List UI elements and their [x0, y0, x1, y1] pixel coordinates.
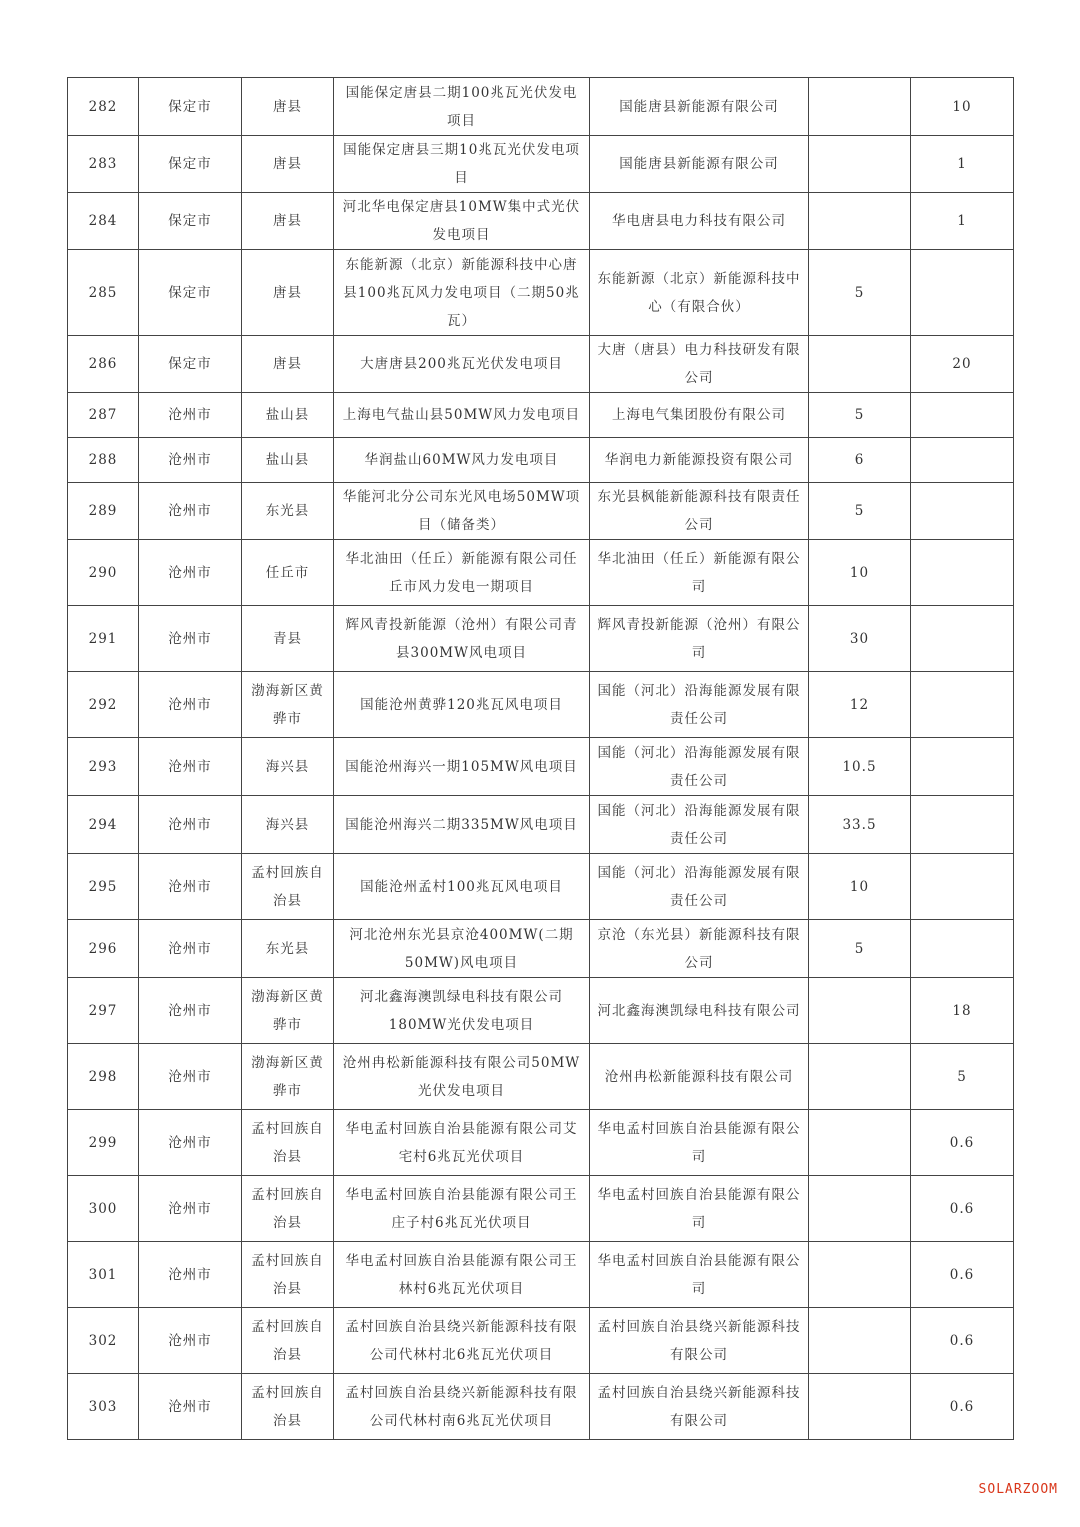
wind-capacity-cell: 30 — [809, 606, 911, 672]
company-name-cell: 孟村回族自治县绕兴新能源科技有限公司 — [590, 1308, 809, 1374]
table-row — [68, 1176, 1014, 1242]
wind-capacity-cell: 5 — [809, 483, 911, 540]
row-number-cell: 290 — [68, 540, 139, 606]
table-row — [68, 1242, 1014, 1308]
wind-capacity-cell: 5 — [809, 393, 911, 438]
table-row — [68, 193, 1014, 250]
city-cell: 沧州市 — [139, 1374, 242, 1440]
city-cell: 沧州市 — [139, 540, 242, 606]
row-number-cell: 303 — [68, 1374, 139, 1440]
project-table — [67, 77, 1014, 1440]
company-name-cell: 国能（河北）沿海能源发展有限责任公司 — [590, 738, 809, 796]
city-cell: 沧州市 — [139, 978, 242, 1044]
project-name-cell: 沧州冉松新能源科技有限公司50MW光伏发电项目 — [334, 1044, 590, 1110]
wind-capacity-cell: 10 — [809, 854, 911, 920]
city-cell: 保定市 — [139, 136, 242, 193]
county-cell: 孟村回族自治县 — [242, 854, 334, 920]
company-name-cell: 辉风青投新能源（沧州）有限公司 — [590, 606, 809, 672]
project-name-cell: 大唐唐县200兆瓦光伏发电项目 — [334, 336, 590, 393]
project-name-cell: 国能保定唐县二期100兆瓦光伏发电项目 — [334, 78, 590, 136]
solar-capacity-cell — [911, 438, 1014, 483]
county-cell: 渤海新区黄骅市 — [242, 1044, 334, 1110]
city-cell: 沧州市 — [139, 1308, 242, 1374]
county-cell: 东光县 — [242, 920, 334, 978]
county-cell: 盐山县 — [242, 393, 334, 438]
county-cell: 渤海新区黄骅市 — [242, 978, 334, 1044]
county-cell: 东光县 — [242, 483, 334, 540]
row-number-cell: 294 — [68, 796, 139, 854]
table-row — [68, 738, 1014, 796]
wind-capacity-cell: 5 — [809, 920, 911, 978]
wind-capacity-cell — [809, 1044, 911, 1110]
project-name-cell: 国能沧州海兴二期335MW风电项目 — [334, 796, 590, 854]
wind-capacity-cell: 33.5 — [809, 796, 911, 854]
city-cell: 沧州市 — [139, 606, 242, 672]
county-cell: 青县 — [242, 606, 334, 672]
wind-capacity-cell — [809, 1110, 911, 1176]
company-name-cell: 沧州冉松新能源科技有限公司 — [590, 1044, 809, 1110]
table-row — [68, 606, 1014, 672]
wind-capacity-cell — [809, 978, 911, 1044]
table-row — [68, 1110, 1014, 1176]
wind-capacity-cell: 10.5 — [809, 738, 911, 796]
company-name-cell: 京沧（东光县）新能源科技有限公司 — [590, 920, 809, 978]
wind-capacity-cell — [809, 1308, 911, 1374]
county-cell: 唐县 — [242, 250, 334, 336]
table-row — [68, 336, 1014, 393]
county-cell: 孟村回族自治县 — [242, 1176, 334, 1242]
project-name-cell: 孟村回族自治县绕兴新能源科技有限公司代林村南6兆瓦光伏项目 — [334, 1374, 590, 1440]
table-row — [68, 854, 1014, 920]
row-number-cell: 296 — [68, 920, 139, 978]
row-number-cell: 301 — [68, 1242, 139, 1308]
project-name-cell: 国能沧州黄骅120兆瓦风电项目 — [334, 672, 590, 738]
table-row — [68, 1374, 1014, 1440]
row-number-cell: 286 — [68, 336, 139, 393]
project-name-cell: 国能沧州海兴一期105MW风电项目 — [334, 738, 590, 796]
row-number-cell: 288 — [68, 438, 139, 483]
table-row — [68, 136, 1014, 193]
wind-capacity-cell: 5 — [809, 250, 911, 336]
solar-capacity-cell — [911, 483, 1014, 540]
city-cell: 沧州市 — [139, 738, 242, 796]
project-name-cell: 华电孟村回族自治县能源有限公司王林村6兆瓦光伏项目 — [334, 1242, 590, 1308]
solar-capacity-cell: 0.6 — [911, 1308, 1014, 1374]
city-cell: 沧州市 — [139, 1044, 242, 1110]
county-cell: 孟村回族自治县 — [242, 1308, 334, 1374]
table-row — [68, 540, 1014, 606]
table-row — [68, 250, 1014, 336]
solar-capacity-cell — [911, 854, 1014, 920]
company-name-cell: 华电孟村回族自治县能源有限公司 — [590, 1242, 809, 1308]
row-number-cell: 289 — [68, 483, 139, 540]
city-cell: 沧州市 — [139, 1110, 242, 1176]
wind-capacity-cell — [809, 336, 911, 393]
project-table-body — [68, 78, 1014, 1440]
city-cell: 保定市 — [139, 336, 242, 393]
solar-capacity-cell: 1 — [911, 136, 1014, 193]
solar-capacity-cell: 5 — [911, 1044, 1014, 1110]
wind-capacity-cell: 12 — [809, 672, 911, 738]
company-name-cell: 国能（河北）沿海能源发展有限责任公司 — [590, 796, 809, 854]
city-cell: 保定市 — [139, 78, 242, 136]
project-name-cell: 上海电气盐山县50MW风力发电项目 — [334, 393, 590, 438]
city-cell: 沧州市 — [139, 483, 242, 540]
project-name-cell: 河北华电保定唐县10MW集中式光伏发电项目 — [334, 193, 590, 250]
row-number-cell: 297 — [68, 978, 139, 1044]
county-cell: 孟村回族自治县 — [242, 1242, 334, 1308]
solar-capacity-cell: 0.6 — [911, 1176, 1014, 1242]
county-cell: 孟村回族自治县 — [242, 1110, 334, 1176]
solar-capacity-cell — [911, 796, 1014, 854]
wind-capacity-cell — [809, 78, 911, 136]
solar-capacity-cell — [911, 738, 1014, 796]
project-name-cell: 华电孟村回族自治县能源有限公司艾宅村6兆瓦光伏项目 — [334, 1110, 590, 1176]
table-row — [68, 438, 1014, 483]
city-cell: 沧州市 — [139, 920, 242, 978]
company-name-cell: 华电孟村回族自治县能源有限公司 — [590, 1110, 809, 1176]
city-cell: 保定市 — [139, 250, 242, 336]
company-name-cell: 国能唐县新能源有限公司 — [590, 136, 809, 193]
solar-capacity-cell — [911, 393, 1014, 438]
project-name-cell: 东能新源（北京）新能源科技中心唐县100兆瓦风力发电项目（二期50兆瓦） — [334, 250, 590, 336]
wind-capacity-cell — [809, 1242, 911, 1308]
city-cell: 沧州市 — [139, 854, 242, 920]
county-cell: 海兴县 — [242, 796, 334, 854]
city-cell: 沧州市 — [139, 393, 242, 438]
wind-capacity-cell: 6 — [809, 438, 911, 483]
city-cell: 保定市 — [139, 193, 242, 250]
county-cell: 唐县 — [242, 193, 334, 250]
county-cell: 孟村回族自治县 — [242, 1374, 334, 1440]
project-name-cell: 国能沧州孟村100兆瓦风电项目 — [334, 854, 590, 920]
city-cell: 沧州市 — [139, 1176, 242, 1242]
project-name-cell: 河北沧州东光县京沧400MW(二期50MW)风电项目 — [334, 920, 590, 978]
company-name-cell: 华电唐县电力科技有限公司 — [590, 193, 809, 250]
solar-capacity-cell: 0.6 — [911, 1110, 1014, 1176]
row-number-cell: 285 — [68, 250, 139, 336]
project-name-cell: 辉风青投新能源（沧州）有限公司青县300MW风电项目 — [334, 606, 590, 672]
company-name-cell: 东光县枫能新能源科技有限责任公司 — [590, 483, 809, 540]
county-cell: 渤海新区黄骅市 — [242, 672, 334, 738]
row-number-cell: 282 — [68, 78, 139, 136]
row-number-cell: 283 — [68, 136, 139, 193]
table-row — [68, 78, 1014, 136]
row-number-cell: 291 — [68, 606, 139, 672]
wind-capacity-cell — [809, 1374, 911, 1440]
table-row — [68, 1308, 1014, 1374]
project-name-cell: 华能河北分公司东光风电场50MW项目（储备类） — [334, 483, 590, 540]
county-cell: 海兴县 — [242, 738, 334, 796]
solar-capacity-cell — [911, 672, 1014, 738]
table-row — [68, 672, 1014, 738]
row-number-cell: 295 — [68, 854, 139, 920]
company-name-cell: 东能新源（北京）新能源科技中心（有限合伙） — [590, 250, 809, 336]
solar-capacity-cell — [911, 920, 1014, 978]
solar-capacity-cell — [911, 250, 1014, 336]
project-name-cell: 华北油田（任丘）新能源有限公司任丘市风力发电一期项目 — [334, 540, 590, 606]
city-cell: 沧州市 — [139, 438, 242, 483]
company-name-cell: 孟村回族自治县绕兴新能源科技有限公司 — [590, 1374, 809, 1440]
county-cell: 盐山县 — [242, 438, 334, 483]
company-name-cell: 华北油田（任丘）新能源有限公司 — [590, 540, 809, 606]
project-name-cell: 华电孟村回族自治县能源有限公司王庄子村6兆瓦光伏项目 — [334, 1176, 590, 1242]
row-number-cell: 293 — [68, 738, 139, 796]
company-name-cell: 上海电气集团股份有限公司 — [590, 393, 809, 438]
wind-capacity-cell — [809, 193, 911, 250]
county-cell: 唐县 — [242, 136, 334, 193]
solar-capacity-cell: 20 — [911, 336, 1014, 393]
solar-capacity-cell: 0.6 — [911, 1242, 1014, 1308]
company-name-cell: 国能（河北）沿海能源发展有限责任公司 — [590, 854, 809, 920]
table-row — [68, 483, 1014, 540]
row-number-cell: 298 — [68, 1044, 139, 1110]
company-name-cell: 华润电力新能源投资有限公司 — [590, 438, 809, 483]
table-row — [68, 1044, 1014, 1110]
company-name-cell: 华电孟村回族自治县能源有限公司 — [590, 1176, 809, 1242]
company-name-cell: 国能唐县新能源有限公司 — [590, 78, 809, 136]
solar-capacity-cell — [911, 606, 1014, 672]
row-number-cell: 284 — [68, 193, 139, 250]
solar-capacity-cell — [911, 540, 1014, 606]
table-row — [68, 978, 1014, 1044]
project-name-cell: 国能保定唐县三期10兆瓦光伏发电项目 — [334, 136, 590, 193]
row-number-cell: 287 — [68, 393, 139, 438]
county-cell: 唐县 — [242, 78, 334, 136]
company-name-cell: 国能（河北）沿海能源发展有限责任公司 — [590, 672, 809, 738]
project-name-cell: 华润盐山60MW风力发电项目 — [334, 438, 590, 483]
solarzoom-watermark: SOLARZOOM — [978, 1482, 1058, 1497]
solar-capacity-cell: 18 — [911, 978, 1014, 1044]
row-number-cell: 299 — [68, 1110, 139, 1176]
company-name-cell: 大唐（唐县）电力科技研发有限公司 — [590, 336, 809, 393]
solar-capacity-cell: 1 — [911, 193, 1014, 250]
project-name-cell: 河北鑫海澳凯绿电科技有限公司180MW光伏发电项目 — [334, 978, 590, 1044]
wind-capacity-cell — [809, 1176, 911, 1242]
table-row — [68, 920, 1014, 978]
wind-capacity-cell — [809, 136, 911, 193]
company-name-cell: 河北鑫海澳凯绿电科技有限公司 — [590, 978, 809, 1044]
table-row — [68, 796, 1014, 854]
city-cell: 沧州市 — [139, 1242, 242, 1308]
row-number-cell: 302 — [68, 1308, 139, 1374]
project-name-cell: 孟村回族自治县绕兴新能源科技有限公司代林村北6兆瓦光伏项目 — [334, 1308, 590, 1374]
table-row — [68, 393, 1014, 438]
county-cell: 任丘市 — [242, 540, 334, 606]
county-cell: 唐县 — [242, 336, 334, 393]
row-number-cell: 292 — [68, 672, 139, 738]
city-cell: 沧州市 — [139, 796, 242, 854]
wind-capacity-cell: 10 — [809, 540, 911, 606]
solar-capacity-cell: 0.6 — [911, 1374, 1014, 1440]
row-number-cell: 300 — [68, 1176, 139, 1242]
city-cell: 沧州市 — [139, 672, 242, 738]
solar-capacity-cell: 10 — [911, 78, 1014, 136]
